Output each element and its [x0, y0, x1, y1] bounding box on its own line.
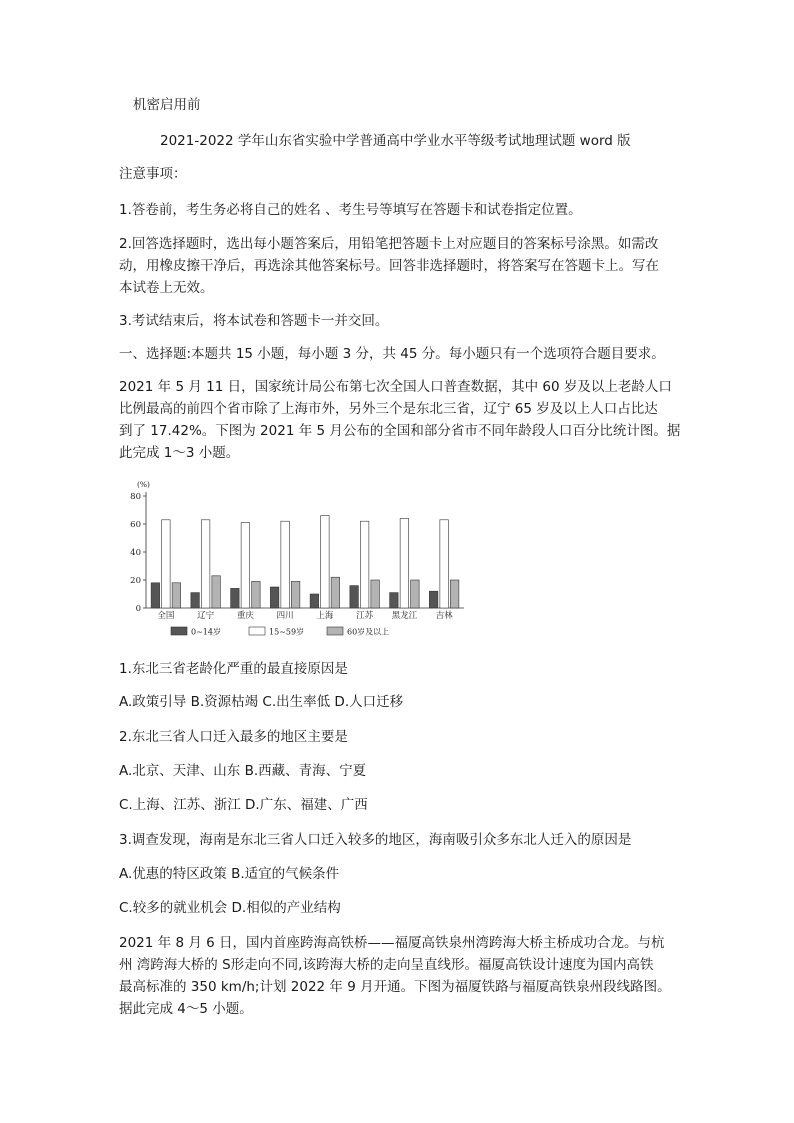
bar [360, 521, 369, 608]
bar [252, 581, 261, 608]
question-3: 3.调查发现，海南是东北三省人口迁入较多的地区，海南吸引众多东北人迁入的原因是 [119, 832, 632, 848]
bar [201, 520, 210, 608]
population-age-chart [119, 478, 479, 643]
bar [350, 586, 359, 608]
legend-swatch [249, 627, 265, 635]
category-label: 四川 [276, 611, 294, 621]
bar [212, 576, 221, 608]
question-3-options: A.优惠的特区政策 B.适宜的气候条件 [119, 866, 340, 882]
bar [281, 521, 290, 608]
notice-item: 3.考试结束后，将本试卷和答题卡一并交回。 [119, 313, 389, 329]
question-2: 2.东北三省人口迁入最多的地区主要是 [119, 729, 348, 745]
bar [291, 581, 300, 608]
legend-swatch [327, 627, 343, 635]
category-label: 吉林 [435, 611, 453, 621]
bar [270, 587, 279, 608]
y-tick-label: 20 [130, 576, 141, 586]
bar [429, 591, 438, 608]
question-3-options: C.较多的就业机会 D.相似的产业结构 [119, 900, 341, 916]
passage-line: 最高标准的 350 km/h;计划 2022 年 9 月开通。下图为福厦铁路与福厦高铁泉州段线路图。 [119, 979, 671, 995]
y-axis-label: (%) [137, 480, 150, 489]
passage-line: 据此完成 4～5 小题。 [119, 1001, 253, 1017]
bar [450, 580, 459, 608]
legend-label: 15~59岁 [269, 627, 305, 637]
passage-line: 此完成 1～3 小题。 [119, 445, 240, 461]
passage-line: 到了 17.42%。下图为 2021 年 5 月公布的全国和部分省市不同年龄段人口百分比统计图。据 [119, 423, 681, 439]
category-label: 全国 [157, 611, 175, 621]
passage-line: 州 湾跨海大桥的 S形走向不同,该跨海大桥的走向呈直线形。福厦高铁设计速度为国内高铁 [119, 957, 654, 973]
notice-item: 动，用橡皮擦干净后，再选涂其他答案标号。回答非选择题时，将答案写在答题卡上。写在 [119, 258, 659, 274]
question-1: 1.东北三省老龄化严重的最直接原因是 [119, 661, 348, 677]
y-tick-label: 60 [130, 520, 141, 530]
question-2-options: A.北京、天津、山东 B.西藏、青海、宁夏 [119, 763, 367, 779]
bar [371, 580, 380, 608]
notice-item: 1.答卷前，考生务必将自己的姓名 、考生号等填写在答题卡和试卷指定位置。 [119, 202, 582, 218]
bar [191, 593, 200, 608]
notice-heading: 注意事项： [119, 166, 187, 182]
notice-item: 本试卷上无效。 [119, 280, 214, 296]
bar [241, 523, 250, 608]
bar [162, 520, 171, 608]
category-label: 江苏 [356, 611, 374, 621]
bar [390, 593, 399, 608]
notice-item: 2.回答选择题时，选出每小题答案后，用铅笔把答题卡上对应题目的答案标号涂黑。如需改 [119, 236, 659, 252]
category-label: 重庆 [236, 611, 254, 621]
bar [331, 577, 340, 608]
legend-swatch [171, 627, 187, 635]
legend-label: 0~14岁 [191, 627, 221, 637]
bar [151, 583, 160, 608]
passage-line: 2021 年 8 月 6 日，国内首座跨海高铁桥——福厦高铁泉州湾跨海大桥主桥成功合龙。与杭 [119, 935, 665, 951]
passage-line: 2021 年 5 月 11 日，国家统计局公布第七次全国人口普查数据，其中 60 岁及以上老龄人口 [119, 379, 672, 395]
bar [172, 583, 181, 608]
bar [411, 580, 420, 608]
bar [400, 518, 409, 608]
bar [231, 588, 240, 608]
bar [310, 594, 319, 608]
section-heading: 一、选择题:本题共 15 小题，每小题 3 分，共 45 分。每小题只有一个选项符合题目要求。 [119, 346, 665, 362]
bar [321, 516, 330, 608]
bar [440, 520, 449, 608]
passage-line: 比例最高的前四个省市除了上海市外，另外三个是东北三省，辽宁 65 岁及以上人口占比达 [119, 401, 658, 417]
y-tick-label: 80 [130, 492, 141, 502]
category-label: 辽宁 [197, 611, 215, 621]
category-label: 上海 [316, 611, 334, 621]
y-tick-label: 0 [135, 604, 141, 614]
page-title: 2021-2022 学年山东省实验中学普通高中学业水平等级考试地理试题 word 版 [160, 133, 631, 149]
question-2-options: C.上海、江苏、浙江 D.广东、福建、广西 [119, 797, 368, 813]
legend-label: 60岁及以上 [347, 627, 390, 637]
category-label: 黑龙江 [391, 611, 418, 621]
y-tick-label: 40 [130, 548, 141, 558]
question-1-options: A.政策引导 B.资源枯竭 C.出生率低 D.人口迁移 [119, 694, 404, 710]
secret-label: 机密启用前 [133, 97, 201, 113]
